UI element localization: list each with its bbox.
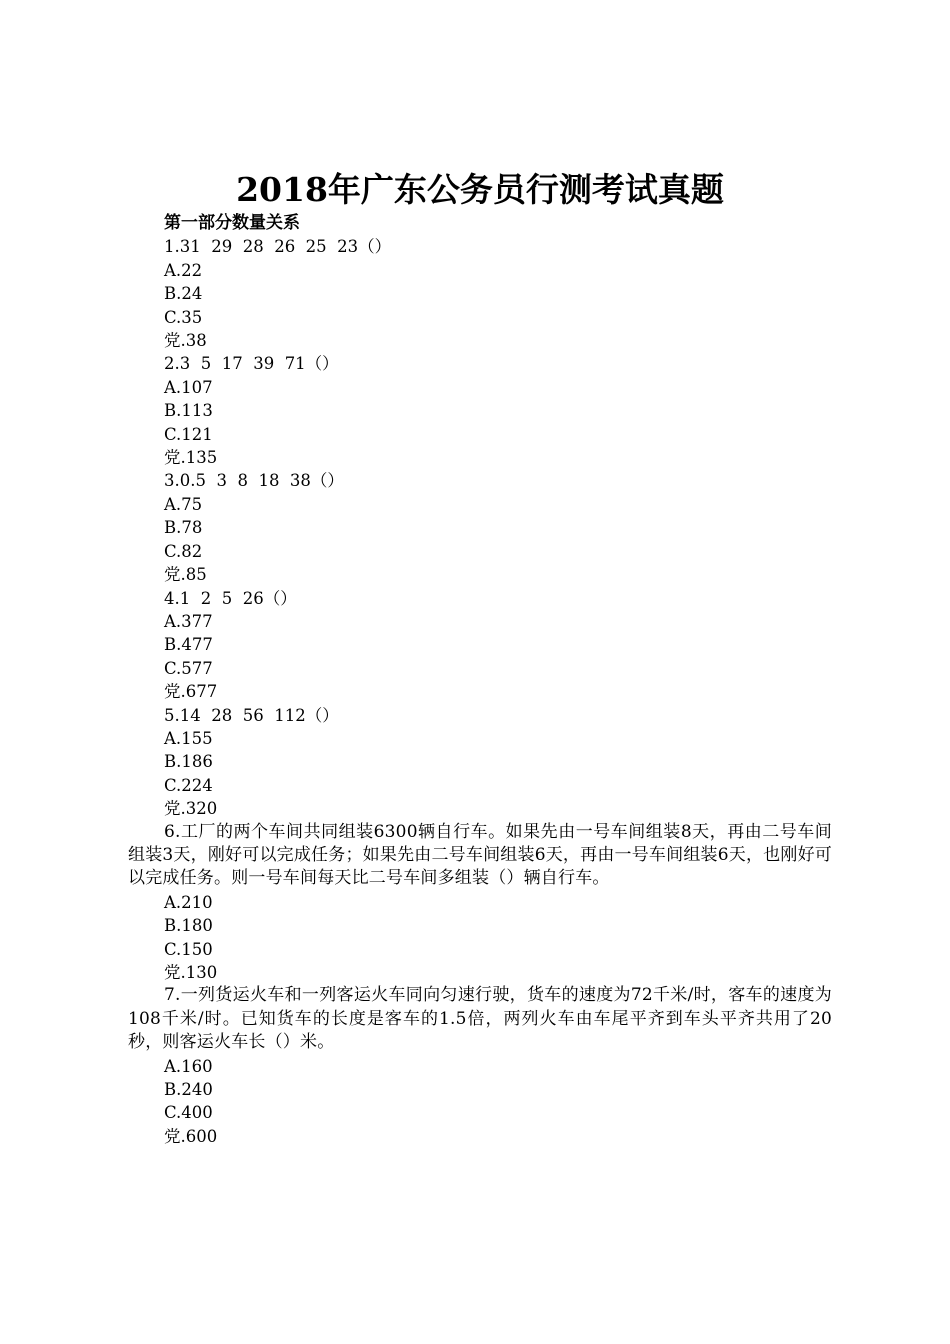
question-7	[128, 984, 832, 1148]
option-b: B.186	[164, 752, 213, 772]
document-page	[128, 168, 832, 1148]
question-stem: 4.1 2 5 26（）	[164, 588, 297, 608]
option-c: C.35	[164, 307, 203, 327]
option-a: A.75	[164, 494, 203, 514]
question-stem: 2.3 5 17 39 71（）	[164, 354, 339, 374]
option-a: A.160	[164, 1056, 213, 1076]
option-c: C.150	[164, 939, 213, 959]
question-stem: 1.31 29 28 26 25 23（）	[164, 237, 392, 257]
option-d: 党.320	[164, 799, 218, 819]
option-c: C.82	[164, 541, 203, 561]
document-title: 2018年广东公务员行测考试真题	[236, 170, 724, 209]
option-a: A.377	[164, 611, 213, 631]
question-4	[128, 587, 832, 704]
option-b: B.24	[164, 284, 203, 304]
option-a: A.155	[164, 728, 213, 748]
option-d: 党.600	[164, 1126, 218, 1146]
option-d: 党.135	[164, 448, 218, 468]
option-d: 党.85	[164, 565, 207, 585]
option-c: C.400	[164, 1103, 213, 1123]
option-d: 党.677	[164, 682, 218, 702]
question-stem: 5.14 28 56 112（）	[164, 705, 339, 725]
option-a: A.210	[164, 892, 213, 912]
question-2	[128, 352, 832, 469]
section-heading: 第一部分数量关系	[164, 213, 300, 233]
option-b: B.113	[164, 401, 213, 421]
option-a: A.107	[164, 377, 213, 397]
option-d: 党.130	[164, 963, 218, 982]
option-c: C.121	[164, 424, 213, 444]
question-stem: 3.0.5 3 8 18 38（）	[164, 471, 344, 491]
option-b: B.180	[164, 916, 213, 936]
option-a: A.22	[164, 260, 203, 280]
question-6	[128, 821, 832, 985]
question-1	[128, 235, 832, 352]
question-3	[128, 469, 832, 586]
option-b: B.240	[164, 1080, 213, 1100]
option-c: C.224	[164, 775, 213, 795]
option-d: 党.38	[164, 331, 207, 351]
question-stem: 6.工厂的两个车间共同组装6300辆自行车。如果先由一号车间组装8天，再由二号车间组装3天，刚好可以完成任务；如果先由二号车间组装6天，再由一号车间组装6天，也刚好可以完成任务。则一号车间每天比二号车间多组装（）辆自行车。	[128, 821, 832, 889]
option-b: B.78	[164, 518, 203, 538]
question-stem: 7.一列货运火车和一列客运火车同向匀速行驶，货车的速度为72千米/时，客车的速度为108千米/时。已知货车的长度是客车的1.5倍，两列火车由车尾平齐到车头平齐共用了20秒，则客运火车长（）米。	[128, 985, 832, 1053]
option-b: B.477	[164, 635, 213, 655]
option-c: C.577	[164, 658, 213, 678]
question-5	[128, 704, 832, 821]
